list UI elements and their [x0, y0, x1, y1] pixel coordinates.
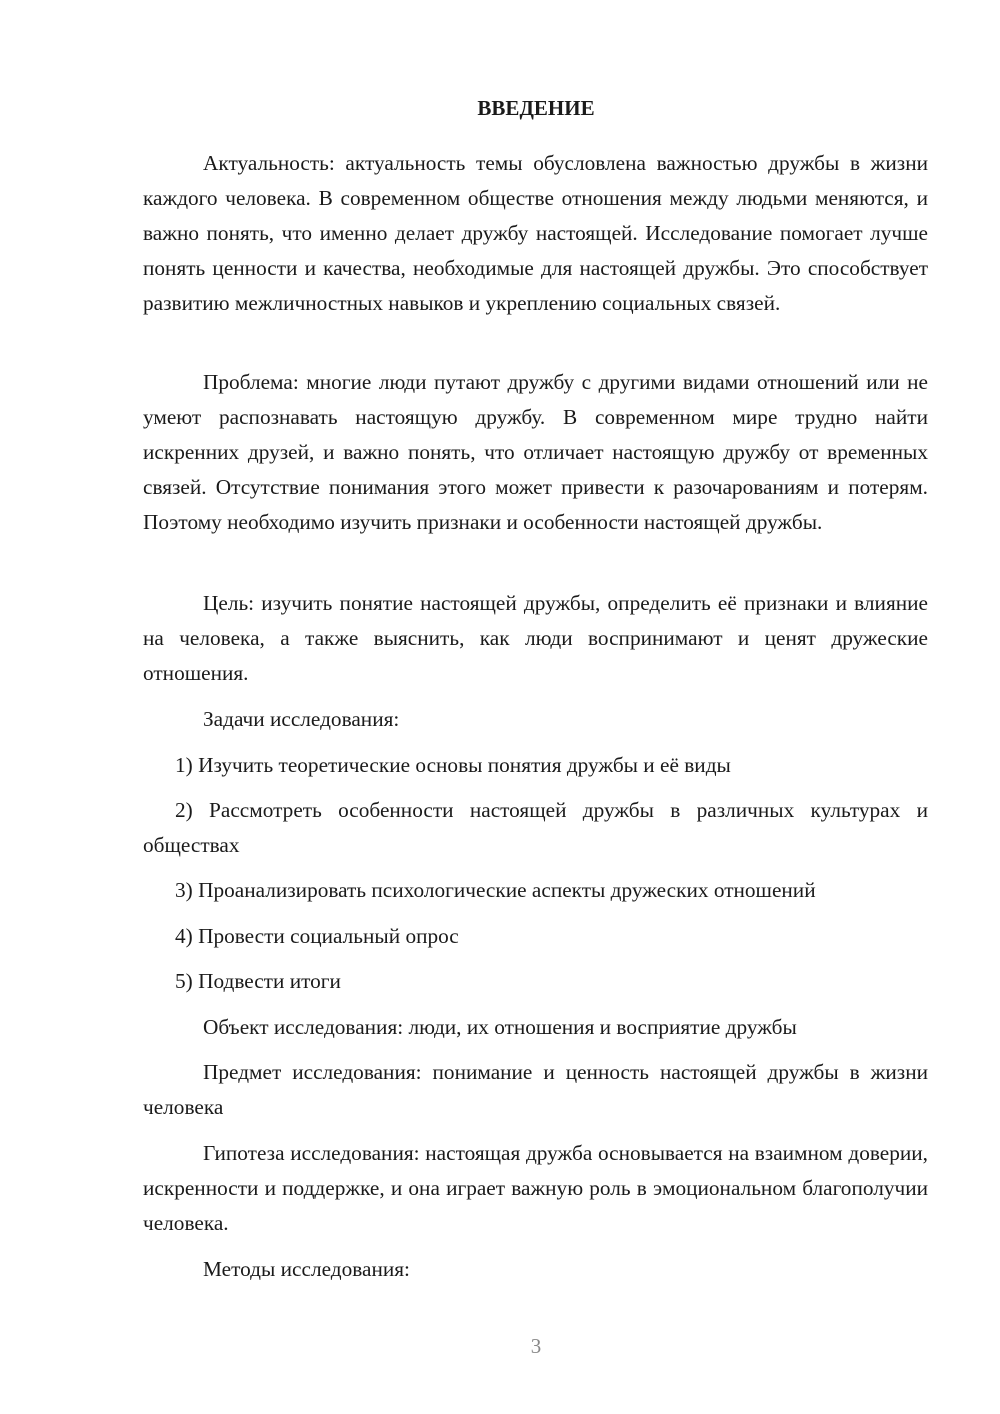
task-item-4: 4) Провести социальный опрос	[175, 924, 459, 948]
task-item-3: 3) Проанализировать психологические аспекты дружеских отношений	[175, 878, 816, 902]
subject-paragraph: Предмет исследования: понимание и ценность настоящей дружбы в жизни человека	[143, 1060, 928, 1119]
task-item-5: 5) Подвести итоги	[175, 969, 341, 993]
page-number: 3	[530, 1334, 542, 1358]
section-title: ВВЕДЕНИЕ	[477, 96, 595, 120]
object-paragraph: Объект исследования: люди, их отношения и восприятие дружбы	[203, 1015, 797, 1039]
task-item-1: 1) Изучить теоретические основы понятия дружбы и её виды	[175, 753, 731, 777]
goal-paragraph: Цель: изучить понятие настоящей дружбы, определить её признаки и влияние на человека, а также выяснить, как люди воспринимают и ценят дружеские отношения.	[143, 591, 928, 685]
relevance-paragraph: Актуальность: актуальность темы обусловлена важностью дружбы в жизни каждого человека. В современном обществе отношения между людьми меняются, и важно понять, что именно делает дружбу настоящей. Исследование помогает лучше понять ценности и качества, необходимые для настоящей дружбы. Это способствует развитию межличностных навыков и укреплению социальных связей.	[143, 151, 928, 315]
task-item-2: 2) Рассмотреть особенности настоящей дружбы в различных культурах и обществах	[143, 798, 928, 857]
problem-paragraph: Проблема: многие люди путают дружбу с другими видами отношений или не умеют распознавать настоящую дружбу. В современном мире трудно найти искренних друзей, и важно понять, что отличает настоящую дружбу от временных связей. Отсутствие понимания этого может привести к разочарованиям и потерям. Поэтому необходимо изучить признаки и особенности настоящей дружбы.	[143, 370, 928, 534]
tasks-heading: Задачи исследования:	[203, 707, 400, 731]
methods-heading: Методы исследования:	[203, 1257, 410, 1281]
hypothesis-paragraph: Гипотеза исследования: настоящая дружба основывается на взаимном доверии, искренности и поддержке, и она играет важную роль в эмоциональном благополучии человека.	[143, 1141, 928, 1235]
